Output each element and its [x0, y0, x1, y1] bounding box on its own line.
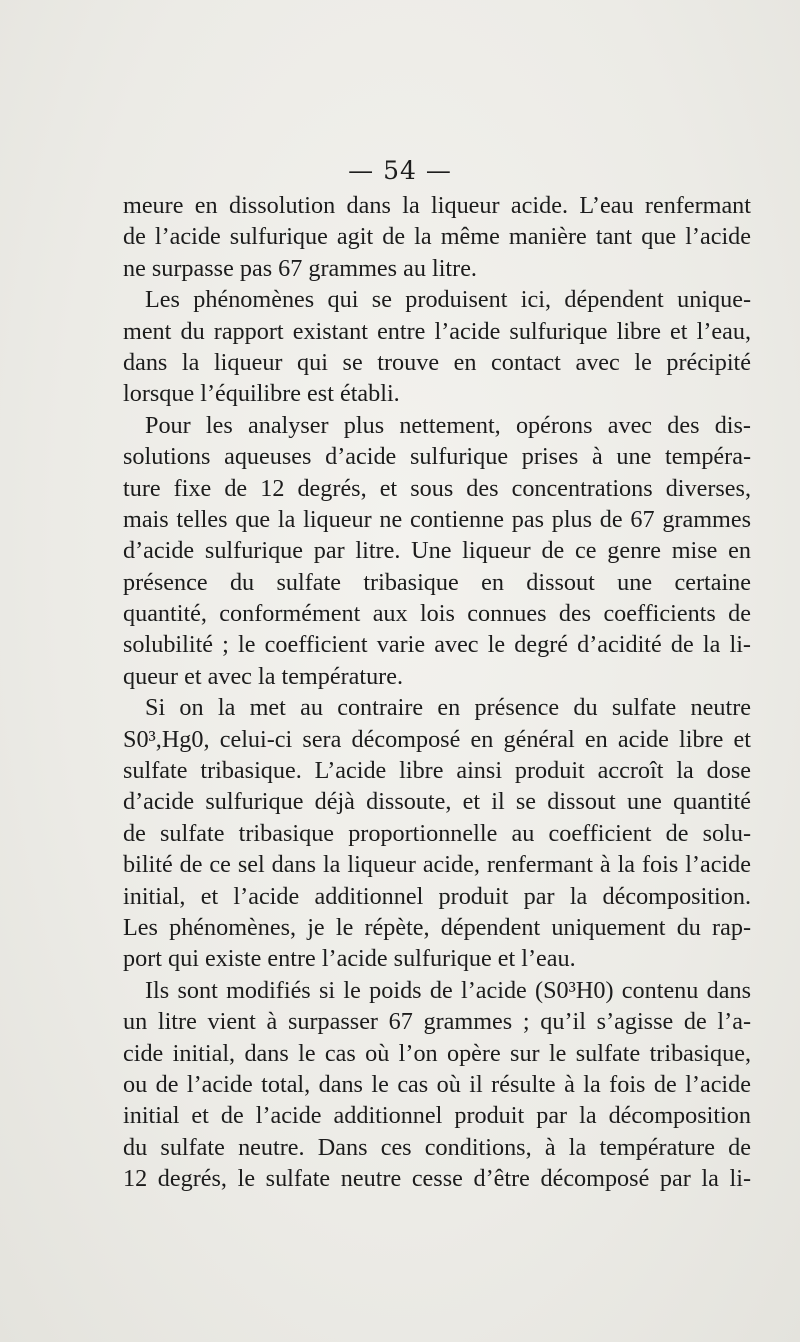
text-line: ture fixe de 12 degrés, et sous des concentrations diverses, — [123, 474, 751, 502]
text-line: lorsque l’équilibre est établi. — [123, 380, 400, 408]
text-line: de sulfate tribasique proportionnelle au coefficient de solu- — [123, 819, 751, 847]
text-line: d’acide sulfurique par litre. Une liqueur de ce genre mise en — [123, 537, 751, 565]
text-line: initial et de l’acide additionnel produit par la décomposition — [123, 1102, 751, 1130]
text-line: port qui existe entre l’acide sulfurique et l’eau. — [123, 945, 576, 973]
text-line: queur et avec la température. — [123, 662, 404, 690]
text-line: solutions aqueuses d’acide sulfurique prises à une tempéra- — [123, 443, 751, 471]
text-line: initial, et l’acide additionnel produit par la décomposition. — [123, 882, 751, 910]
text-line: dans la liqueur qui se trouve en contact avec le précipité — [123, 348, 751, 376]
text-line: de l’acide sulfurique agit de la même manière tant que l’acide — [123, 223, 751, 251]
text-line: ment du rapport existant entre l’acide sulfurique libre et l’eau, — [123, 317, 751, 345]
text-line: Les phénomènes qui se produisent ici, dépendent unique- — [145, 286, 751, 314]
text-line: un litre vient à surpasser 67 grammes ; qu’il s’agisse de l’a- — [123, 1008, 751, 1036]
text-line: ne surpasse pas 67 grammes au litre. — [123, 254, 477, 282]
text-line: Si on la met au contraire en présence du sulfate neutre — [145, 694, 751, 722]
text-line: meure en dissolution dans la liqueur acide. L’eau renfermant — [123, 192, 751, 219]
text-line: ou de l’acide total, dans le cas où il résulte à la fois de l’acide — [123, 1070, 751, 1098]
text-line: S0³,Hg0, celui-ci sera décomposé en général en acide libre et — [123, 725, 751, 753]
text-line: du sulfate neutre. Dans ces conditions, à la température de — [123, 1133, 751, 1161]
text-line: 12 degrés, le sulfate neutre cesse d’être décomposé par la li- — [123, 1165, 751, 1193]
text-line: Pour les analyser plus nettement, opérons avec des dis- — [145, 411, 751, 439]
text-line: Les phénomènes, je le répète, dépendent uniquement du rap- — [123, 913, 751, 941]
text-line: présence du sulfate tribasique en dissout une certaine — [123, 568, 751, 596]
text-line: quantité, conformément aux lois connues des coefficients de — [123, 600, 751, 628]
body-text — [123, 190, 751, 1195]
text-line: sulfate tribasique. L’acide libre ainsi produit accroît la dose — [123, 757, 751, 785]
text-line: cide initial, dans le cas où l’on opère sur le sulfate tribasique, — [123, 1039, 751, 1067]
text-line: bilité de ce sel dans la liqueur acide, renfermant à la fois l’acide — [123, 851, 751, 879]
page-number: — 54 — — [348, 156, 452, 185]
text-line: d’acide sulfurique déjà dissoute, et il se dissout une quantité — [123, 788, 751, 816]
text-line: Ils sont modifiés si le poids de l’acide (S0³H0) contenu dans — [145, 976, 751, 1004]
text-line: mais telles que la liqueur ne contienne pas plus de 67 grammes — [123, 505, 751, 533]
text-line: solubilité ; le coefficient varie avec le degré d’acidité de la li- — [123, 631, 751, 659]
